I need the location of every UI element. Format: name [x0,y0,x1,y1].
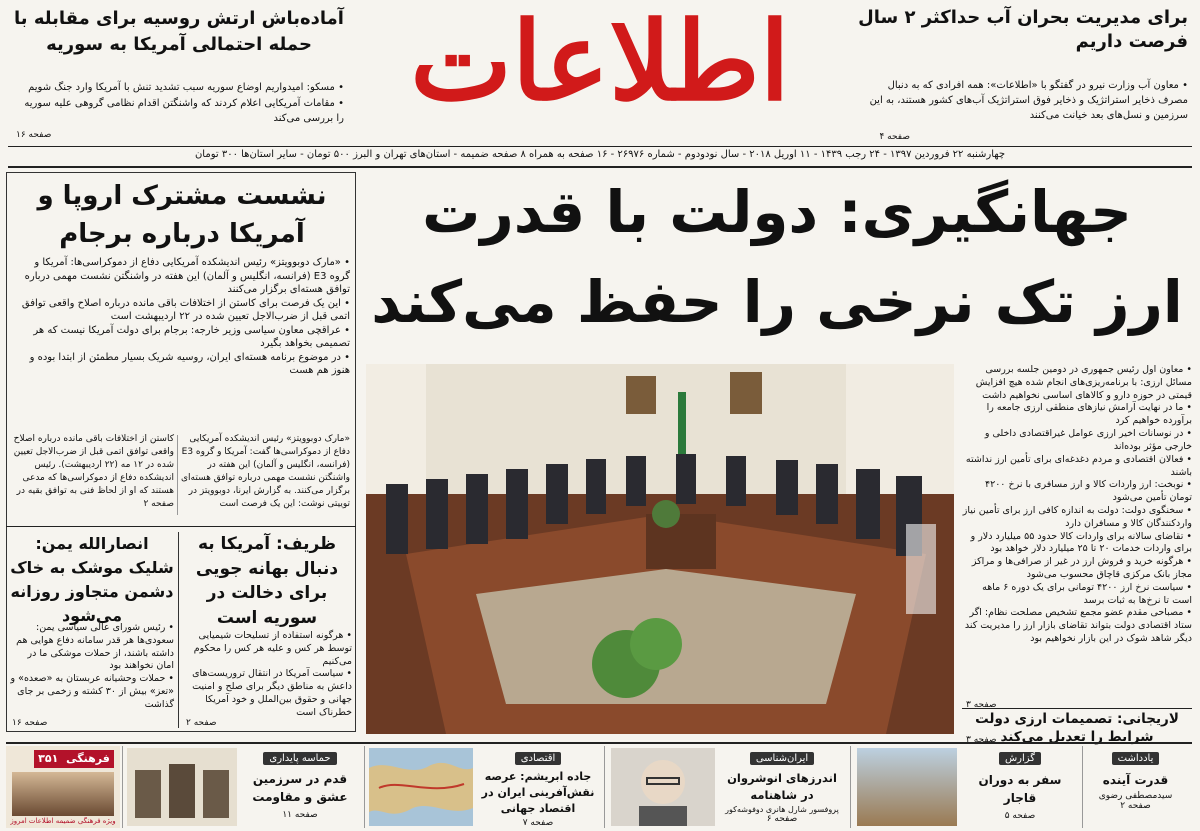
larijani-headline[interactable]: لاریجانی: تصمیمات ارزی دولت شرایط را تعدیل می‌کند [975,711,1179,746]
zarif-bullet-2: • سیاست آمریکا در انتقال تروریست‌های داعش به مناطق دیگر برای صلح و امنیت جهانی و حقوق بین‌الملل و خود آمریکا خطرناک است [192,668,352,718]
right-bullet-10: • مصباحی مقدم عضو مجمع تشخیص مصلحت نظام: اگر ستاد اقتصادی دولت بتواند تقاضای بازار ارز را مدیریت کند دیگر شاهد شوک در این بازار نخواهیم بود [964,607,1192,645]
bottom-sub-iranology: پروفسور شارل هانری دوفوشه‌کور [725,805,839,815]
left-headline[interactable]: نشست مشترک اروپا و آمریکا درباره برجام [37,181,327,249]
right-bullet-9: • سیاست نرخ ارز ۴۲۰۰ تومانی برای یک دوره ۶ ماهه است تا نرخ‌ها به ثبات برسد [982,581,1192,606]
dateline: چهارشنبه ۲۲ فروردین ۱۳۹۷ - ۲۴ رجب ۱۴۳۹ - ۱۱ آوریل ۲۰۱۸ - سال نودودوم - شماره ۲۶۹۷۶ - ۱۶ صفحه به همراه ۸ صفحه ضمیمه - استان‌های تهران و البرز ۵۰۰ تومان - سایر استان‌ها ۳۰۰ تومان [194,149,1006,160]
bottom-strip-rule [6,742,1192,744]
bottom-cultural-badge [34,750,114,768]
left-lower-divider [178,532,179,728]
top-right-headline[interactable]: برای مدیریت بحران آب حداکثر ۲ سال فرصت داریم [858,7,1188,53]
zarif-bullets [182,630,352,720]
right-bullet-6: • سخنگوی دولت: دولت به اندازه کافی ارز برای تأمین نیاز واردکنندگان کالا و مسافران دارد [962,504,1192,529]
bottom-title-resistance: قدم در سرزمین عشق و مقاومت [252,772,348,804]
right-bullet-1: • معاون اول رئیس جمهوری در دومین جلسه بررسی مسائل ارزی: با برنامه‌ریزی‌های انجام شده هیچ افزایش قیمتی در حوزه دارو و کالاهای اساسی نخواهیم داشت [975,364,1192,401]
top-right-body: • معاون آب وزارت نیرو در گفتگو با «اطلاعات»: همه افرادی که به دنبال مصرف ذخایر استراتژیک و ذخایر فوق استراتژیک آب‌های کشور هستند، به این سرزمین و نسل‌های بعد خیانت می‌کنند [869,80,1188,121]
right-bullet-7: • تقاضای سالانه برای واردات کالا حدود ۵۵ میلیارد دلار و برای واردات خدمات ۲۰ تا ۲۵ میلیارد دلار خواهد بود [970,530,1192,555]
bottom-photo-qajar [857,748,957,826]
ansarallah-page-ref: صفحه ۱۶ [12,718,48,728]
bottom-item-economy[interactable] [364,746,602,828]
bottom-page-editorial: صفحه ۲ [1120,801,1151,811]
top-left-headline[interactable]: آماده‌باش ارتش روسیه برای مقابله با حمله احتمالی آمریکا به سوریه [14,8,344,56]
right-bullet-2: • ما در نهایت آرامش نیازهای منطقی ارزی جامعه را برآورده خواهیم کرد [986,402,1192,427]
top-left-bullet-1: • مسکو: امیدواریم اوضاع سوریه سبب تشدید تنش با آمریکا وارد جنگ شویم [28,82,344,93]
bottom-tag-iranology: ایران‌شناسی [750,752,814,765]
larijani-page-ref: صفحه ۳ [966,735,997,745]
bottom-item-iranology[interactable] [604,746,848,828]
bottom-tag-economy: اقتصادی [515,752,562,765]
ansarallah-headline[interactable]: انصارالله یمن: شلیک موشک به خاک دشمن متجاوز روزانه می‌شود [10,534,174,625]
bottom-item-resistance[interactable] [122,746,362,828]
left-bullet-2: • این یک فرصت برای کاستن از اختلافات باقی مانده درباره اصلاح واقعی توافق اتمی قبل از ضرب‌الاجل تعیین شده در ۲۲ اردیبهشت است [21,297,350,322]
main-photo-cabinet-meeting[interactable] [366,364,954,734]
larijani-rule [962,708,1192,709]
bottom-title-cultural: ۳۵۱ [38,752,59,765]
bottom-tag-report: گزارش [999,752,1041,765]
right-column-page-ref: صفحه ۳ [966,700,997,710]
right-bullet-8: • هرگونه خرید و فروش ارز در غیر از صرافی‌ها و مراکز مجاز بانک مرکزی قاچاق محسوب می‌شود [971,556,1192,580]
left-mid-rule [6,526,356,527]
zarif-bullet-1: • هرگونه استفاده از تسلیحات شیمیایی توسط هر کس و علیه هر کس را محکوم می‌کنیم [193,630,352,667]
zarif-page-ref: صفحه ۲ [186,718,217,728]
ansarallah-bullets [10,622,174,712]
left-bullet-1: • «مارک دوبوویتز» رئیس اندیشکده آمریکایی دفاع از دموکراسی‌ها: آمریکا و گروه E3 (فرانسه، انگلیس و آلمان) این هفته در واشنگتن نشست مهمی درباره توافق هسته‌ای برگزار می‌کنند [24,257,350,295]
bottom-item-editorial[interactable] [1082,746,1192,828]
bottom-page-iranology: صفحه ۶ [766,814,798,825]
bottom-title-economy: جاده ابریشم: عرصه نقش‌آفرینی ایران در اقتصاد جهانی [481,770,595,815]
top-left-page-ref: صفحه ۱۶ [16,130,52,140]
bottom-title-iranology: اندرزهای انوشروان در شاهنامه [727,771,837,802]
zarif-headline[interactable]: ظریف: آمریکا به دنبال بهانه جویی برای دخالت در سوریه است [195,534,339,628]
top-left-bullet-2: • مقامات آمریکایی اعلام کردند که واشنگتن اقدام نظامی گروهی علیه سوریه را بررسی می‌کند [24,98,344,124]
bottom-sub-editorial: سیدمصطفی رضوی [1098,791,1173,801]
bottom-page-report: صفحه ۵ [1004,811,1036,821]
bottom-photo-martyrs [127,748,237,826]
left-body-left: کاستن از اختلافات باقی مانده درباره اصلاح واقعی توافق اتمی قبل از ضرب‌الاجل تعیین شده در ۱۲ مه (۲۲ اردیبهشت). رئیس اندیشکده دفاع از دموکراسی‌ها که مدعی هستند که او از لحاظ فنی به توافق بقیه در صفحه ۲ [13,434,174,510]
masthead-rule-bottom [8,166,1192,168]
right-bullet-4: • فعالان اقتصادی و مردم دغدغه‌ای برای تأمین ارز نداشته باشند [965,453,1192,478]
bottom-photo-portrait [611,748,715,826]
left-body-right: «مارک دوبوویتز» رئیس اندیشکده آمریکایی دفاع از دموکراسی‌ها گفت: آمریکا و گروه E3 (فرانسه، انگلیس و آلمان) این هفته در واشنگتن نشست مهمی درباره توافق هسته‌ای برگزار می‌کنند. به گزارش ایرنا، دوبوویتز در توییتی نوشت: این یک فرصت است [180,434,350,510]
top-right-page-ref: صفحه ۴ [879,132,910,142]
bottom-photo-map [369,748,473,826]
main-headline-line-2[interactable]: ارز تک نرخی را حفظ می‌کند [371,268,1183,336]
ansarallah-bullet-2: • حملات وحشیانه عربستان به «صعده» و «تعز» بیش از ۳۰ کشته و زخمی بر جای گذاشت [10,673,174,710]
right-bullet-3: • در نوسانات اخیر ارزی عوامل غیراقتصادی داخلی و خارجی مؤثر بوده‌اند [984,428,1192,452]
bottom-tag-resistance: حماسه پایداری [263,752,336,765]
bottom-item-report[interactable] [850,746,1080,828]
bottom-title-report: سفر به دوران قاجار [978,773,1062,805]
main-photo-illustration [366,364,954,734]
left-bullets [14,256,350,378]
bottom-page-economy: صفحه ۷ [522,817,554,828]
left-bullet-3: • عراقچی معاون سیاسی وزیر خارجه: برجام برای دولت آمریکا نیست که هر تصمیمی بخواهد بگیرد [33,324,350,349]
left-bullet-4: • در موضوع برنامه هسته‌ای ایران، روسیه شریک بسیار مطمئن از ابتدا بوده و هنوز هم هست [29,351,350,376]
bottom-title-editorial: قدرت آینده [1102,773,1169,787]
ansarallah-bullet-1: • رئیس شورای عالی سیاسی یمن: سعودی‌ها هر قدر سامانه دفاع هوایی هم داشته باشند، از حملات موشکی ما در امان نخواهند بود [16,622,174,672]
bottom-photo-cultural [12,772,114,816]
left-body-divider [177,435,178,515]
right-column-bullets [962,364,1192,646]
main-headline-line-1[interactable]: جهانگیری: دولت با قدرت [422,178,1132,246]
masthead-rule-top [8,146,1192,147]
bottom-tag-editorial: یادداشت [1112,752,1160,765]
bottom-page-resistance: صفحه ۱۱ [282,810,318,820]
bottom-item-cultural[interactable] [6,746,120,828]
bottom-tag-cultural: فرهنگی [66,752,110,765]
right-bullet-5: • نوبخت: ارز واردات کالا و ارز مسافری با نرخ ۴۲۰۰ تومان تأمین می‌شود [985,479,1192,504]
masthead-logo[interactable]: اطلاعات [410,0,790,125]
bottom-sub-cultural: ویژه فرهنگی ضمیمه اطلاعات امروز [10,817,116,825]
